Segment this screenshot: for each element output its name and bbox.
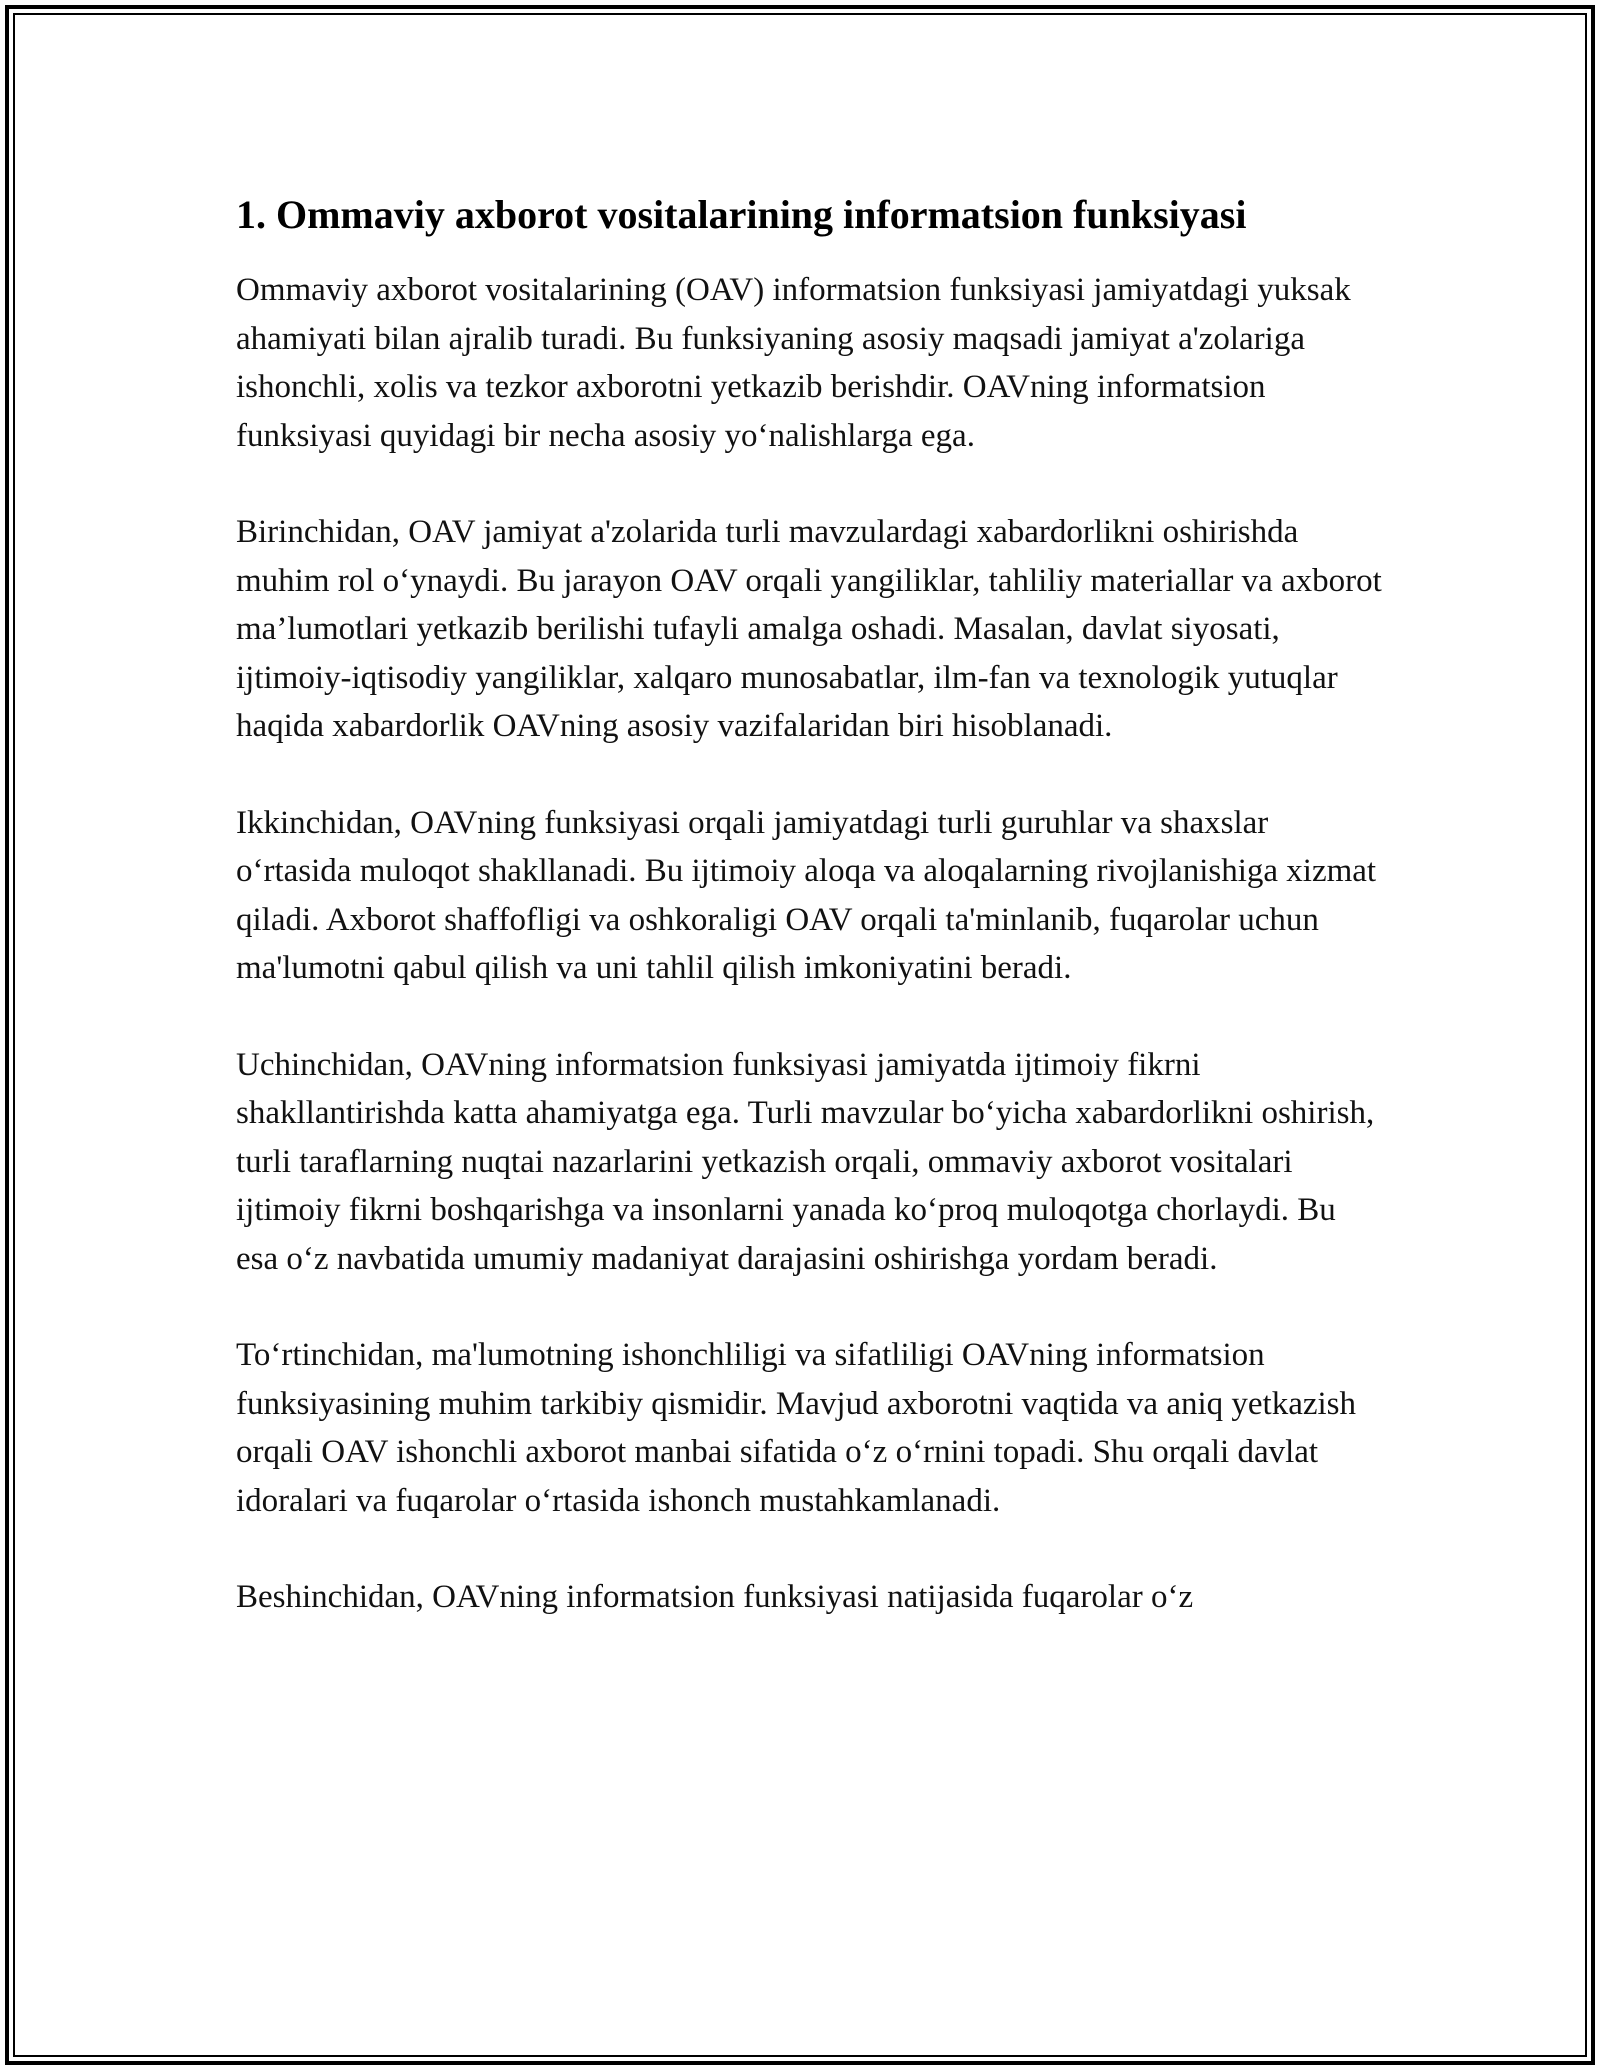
paragraph-third: Uchinchidan, OAVning informatsion funksiyasi jamiyatda ijtimoiy fikrni shakllantirishda katta ahamiyatga ega. Turli mavzular bo‘yicha xabardorlikni oshirish, turli taraflarning nuqtai nazarlarini yetkazish orqali, ommaviy axborot vositalari ijtimoiy fikrni boshqarishga va insonlarni yanada ko‘proq muloqotga chorlaydi. Bu esa o‘z navbatida umumiy madaniyat darajasini oshirishga yordam beradi. <box>236 1046 1375 1277</box>
paragraph-first: Birinchidan, OAV jamiyat a'zolarida turli mavzulardagi xabardorlikni oshirishda muhim rol o‘ynaydi. Bu jarayon OAV orqali yangiliklar, tahliliy materiallar va axborot ma’lumotlari yetkazib berilishi tufayli amalga oshadi. Masalan, davlat siyosati, ijtimoiy-iqtisodiy yangiliklar, xalqaro munosabatlar, ilm-fan va texnologik yutuqlar haqida xabardorlik OAVning asosiy vazifalaridan biri hisoblanadi. <box>236 514 1382 744</box>
document-body <box>236 190 1386 1670</box>
paragraph-fifth: Beshinchidan, OAVning informatsion funksiyasi natijasida fuqarolar o‘z <box>236 1579 1194 1615</box>
paragraph-second: Ikkinchidan, OAVning funksiyasi orqali jamiyatdagi turli guruhlar va shaxslar o‘rtasida muloqot shakllanadi. Bu ijtimoiy aloqa va aloqalarning rivojlanishiga xizmat qiladi. Axborot shaffofligi va oshkoraligi OAV orqali ta'minlanib, fuqarolar uchun ma'lumotni qabul qilish va uni tahlil qilish imkoniyatini beradi. <box>236 804 1377 986</box>
paragraph-fourth: To‘rtinchidan, ma'lumotning ishonchliligi va sifatliligi OAVning informatsion funksiyasining muhim tarkibiy qismidir. Mavjud axborotni vaqtida va aniq yetkazish orqali OAV ishonchli axborot manbai sifatida o‘z o‘rnini topadi. Shu orqali davlat idoralari va fuqarolar o‘rtasida ishonch mustahkamlanadi. <box>236 1337 1357 1519</box>
section-heading: 1. Ommaviy axborot vositalarining informatsion funksiyasi <box>236 192 1247 237</box>
paragraph-intro: Ommaviy axborot vositalarining (OAV) informatsion funksiyasi jamiyatdagi yuksak ahamiyati bilan ajralib turadi. Bu funksiyaning asosiy maqsadi jamiyat a'zolariga ishonchli, xolis va tezkor axborotni yetkazib berishdir. OAVning informatsion funksiyasi quyidagi bir necha asosiy yo‘nalishlarga ega. <box>236 272 1351 454</box>
